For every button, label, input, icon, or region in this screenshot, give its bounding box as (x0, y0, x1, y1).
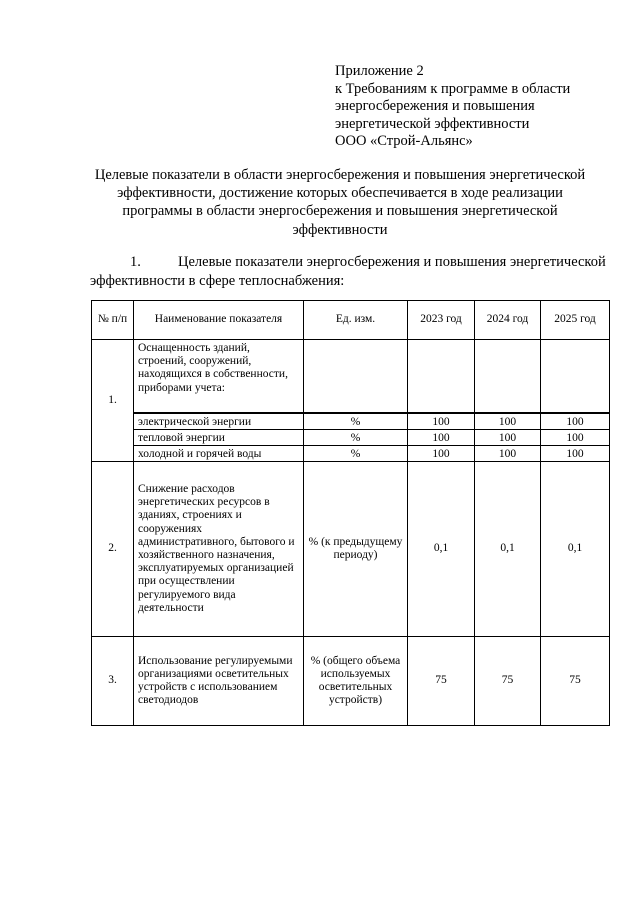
section-intro (90, 253, 620, 290)
value-2025: 100 (541, 446, 610, 462)
unit-cell: % (304, 413, 408, 430)
appendix-line: энергосбережения и повышения (335, 98, 535, 115)
empty-cell (475, 340, 541, 414)
row-number: 3. (92, 637, 134, 726)
header-2024: 2024 год (475, 301, 541, 340)
unit-cell: % (304, 430, 408, 446)
value-2025: 75 (541, 637, 610, 726)
indicator-name: Использование регулируемыми организациями осветительных устройств с использованием светодиодов (134, 637, 304, 726)
value-2024: 75 (475, 637, 541, 726)
title-line: эффективности, достижение которых обеспечивается в ходе реализации (117, 185, 563, 202)
header-num: № п/п (92, 301, 134, 340)
value-2023: 100 (408, 430, 475, 446)
value-2023: 100 (408, 413, 475, 430)
value-2024: 100 (475, 430, 541, 446)
table-subrow (92, 413, 610, 430)
value-2023: 75 (408, 637, 475, 726)
table-row (92, 340, 610, 414)
table-subrow (92, 446, 610, 462)
indicator-name: Оснащенность зданий, строений, сооружений, находящихся в собственности, приборами учета: (134, 340, 304, 414)
value-2025: 0,1 (541, 462, 610, 637)
indicator-name: Снижение расходов энергетических ресурсов в зданиях, строениях и сооружениях административного, бытового и хозяйственного назначения, эксплуатируемых организацией при осуществлении регулируемого вида деятельности (134, 462, 304, 637)
indicators-table (91, 300, 610, 726)
value-2024: 100 (475, 446, 541, 462)
header-unit: Ед. изм. (304, 301, 408, 340)
table-row (92, 462, 610, 637)
unit-cell: % (к предыдущему периоду) (304, 462, 408, 637)
value-2023: 0,1 (408, 462, 475, 637)
appendix-line: энергетической эффективности (335, 115, 530, 132)
title-line: программы в области энергосбережения и повышения энергетической (122, 203, 558, 220)
section-number: 1. (130, 254, 141, 270)
table-subrow (92, 430, 610, 446)
unit-cell: % (304, 446, 408, 462)
value-2025: 100 (541, 430, 610, 446)
subindicator-name: электрической энергии (134, 413, 304, 430)
header-name: Наименование показателя (134, 301, 304, 340)
header-2023: 2023 год (408, 301, 475, 340)
section-heading-line: эффективности в сфере теплоснабжения: (90, 272, 345, 289)
value-2024: 0,1 (475, 462, 541, 637)
subindicator-name: холодной и горячей воды (134, 446, 304, 462)
subindicator-name: тепловой энергии (134, 430, 304, 446)
unit-cell: % (общего объема используемых осветительных устройств) (304, 637, 408, 726)
empty-cell (304, 340, 408, 414)
row-number: 1. (92, 340, 134, 462)
value-2024: 100 (475, 413, 541, 430)
header-2025: 2025 год (541, 301, 610, 340)
appendix-line: Приложение 2 (335, 63, 424, 79)
value-2025: 100 (541, 413, 610, 430)
empty-cell (408, 340, 475, 414)
table-row (92, 637, 610, 726)
appendix-line: ООО «Строй-Альянс» (335, 133, 473, 150)
title-line: Целевые показатели в области энергосбережения и повышения энергетической (94, 167, 586, 183)
title-line: эффективности (292, 221, 388, 238)
empty-cell (541, 340, 610, 414)
appendix-line: к Требованиям к программе в области (335, 80, 571, 97)
appendix-header (335, 63, 570, 151)
section-heading-line: Целевые показатели энергосбережения и повышения энергетической (178, 254, 606, 270)
row-number: 2. (92, 462, 134, 637)
document-title (70, 166, 610, 239)
table-header-row (92, 301, 610, 340)
value-2023: 100 (408, 446, 475, 462)
